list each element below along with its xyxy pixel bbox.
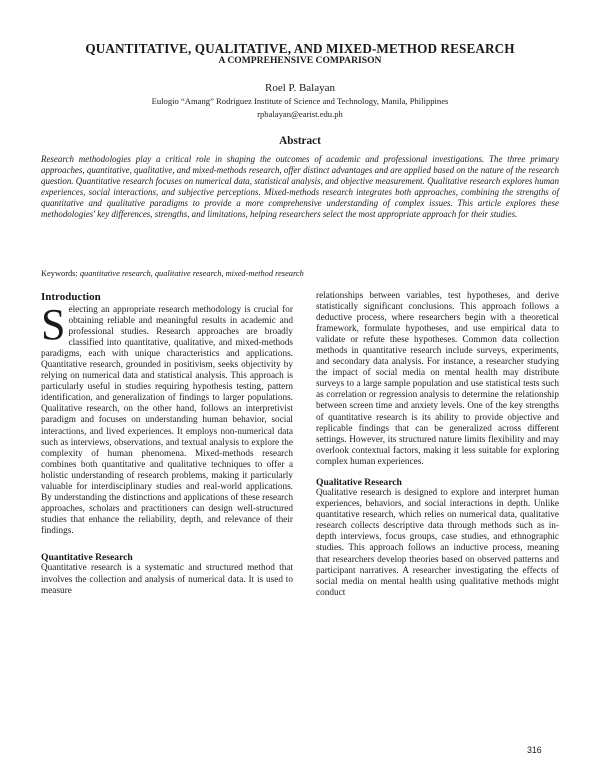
drop-cap: S [41, 300, 66, 349]
paper-title: QUANTITATIVE, QUALITATIVE, AND MIXED-METHOD RESEARCH [85, 41, 515, 56]
quantitative-heading: Quantitative Research [41, 551, 133, 563]
abstract-text: Research methodologies play a critical role in shaping the outcomes of academic and professional investigations. The three primary approaches, quantitative, qualitative, and mixed-methods research, offer distinct advantages and are applied based on the nature of the research question. Quantitative research focuses on numerical data, statistical analysis, and objective measurement. Qualitative research explores human experiences, social interactions, and subjective perceptions. Mixed-methods research integrates both approaches, combining the strengths of quantitative and qualitative paradigms to provide a more comprehensive understanding of complex issues. This article explores these methodologies' key differences, strengths, and limitations, helping researchers select the most appropriate approach for their studies. [41, 154, 559, 220]
qualitative-heading: Qualitative Research [316, 476, 402, 488]
quantitative-text-right: relationships between variables, test hypotheses, and derive statistically significant conclusions. This approach follows a deductive process, where researchers begin with a theoretical framework, formulate hypotheses, and use empirical data to validate or refute these hypotheses. Common data collection methods in quantitative research include surveys, experiments, and secondary data analysis. For instance, a researcher studying the impact of social media on mental health may distribute surveys to a large sample population and use statistical tests such as correlation or regression analysis to determine the relationship between screen time and anxiety levels. One of the key strengths of quantitative research is its ability to provide objective and replicable findings that can be generalized across different settings. However, its structured nature limits flexibility and may overlook contextual factors, making it less suitable for exploring complex human experiences. [316, 291, 559, 467]
keywords-label: Keywords: [41, 269, 80, 278]
abstract-heading: Abstract [279, 135, 321, 147]
author-affiliation: Eulogio “Amang” Rodriguez Institute of Science and Technology, Manila, Philippines [151, 96, 449, 106]
quantitative-text-left: Quantitative research is a systematic and structured method that involves the collection and analysis of numerical data. It is used to measure [41, 563, 293, 596]
page-number: 316 [527, 745, 542, 755]
introduction-text: electing an appropriate research methodology is crucial for obtaining reliable and meaningful results in academic and professional studies. Research approaches are broadly classified into quantitative, qualitative, and mixed-methods paradigms, each with unique characteristics and applications. Quantitative research, grounded in positivism, seeks objectivity by relying on numerical data and statistical analysis. This approach is particularly useful in studies requiring hypothesis testing, pattern identification, and generalization of findings to larger populations. Qualitative research, on the other hand, follows an interpretivist paradigm and focuses on understanding human behavior, social interactions, and lived experiences. It employs non-numerical data such as interviews, observations, and textual analysis to explore the complexity of human phenomena. Mixed-methods research combines both quantitative and qualitative techniques to offer a holistic understanding of research problems, making it particularly valuable for interdisciplinary studies and real-world applications. By understanding the distinctions and applications of these research approaches, scholars and practitioners can design well-structured studies that enhance the reliability, depth, and relevance of their findings. [41, 305, 293, 536]
paper-subtitle: A COMPREHENSIVE COMPARISON [218, 55, 382, 66]
qualitative-text: Qualitative research is designed to explore and interpret human experiences, behaviors, and social interactions in depth. Unlike quantitative research, which relies on numerical data, qualitative research collects descriptive data through methods such as in-depth interviews, focus groups, case studies, and ethnographic studies. This approach follows an inductive process, meaning that researchers develop theories based on observed patterns and participant narratives. A researcher investigating the effects of social media on mental health using qualitative methods might conduct [316, 488, 559, 598]
author-name: Roel P. Balayan [265, 82, 335, 94]
right-column [316, 291, 559, 599]
author-email: rpbalayan@earist.edu.ph [257, 109, 343, 119]
introduction-heading: Introduction [41, 291, 101, 303]
left-column [41, 291, 293, 597]
keywords [41, 268, 559, 279]
keywords-list: quantitative research, qualitative research, mixed-method research [79, 269, 304, 278]
introduction-paragraph [41, 300, 293, 537]
